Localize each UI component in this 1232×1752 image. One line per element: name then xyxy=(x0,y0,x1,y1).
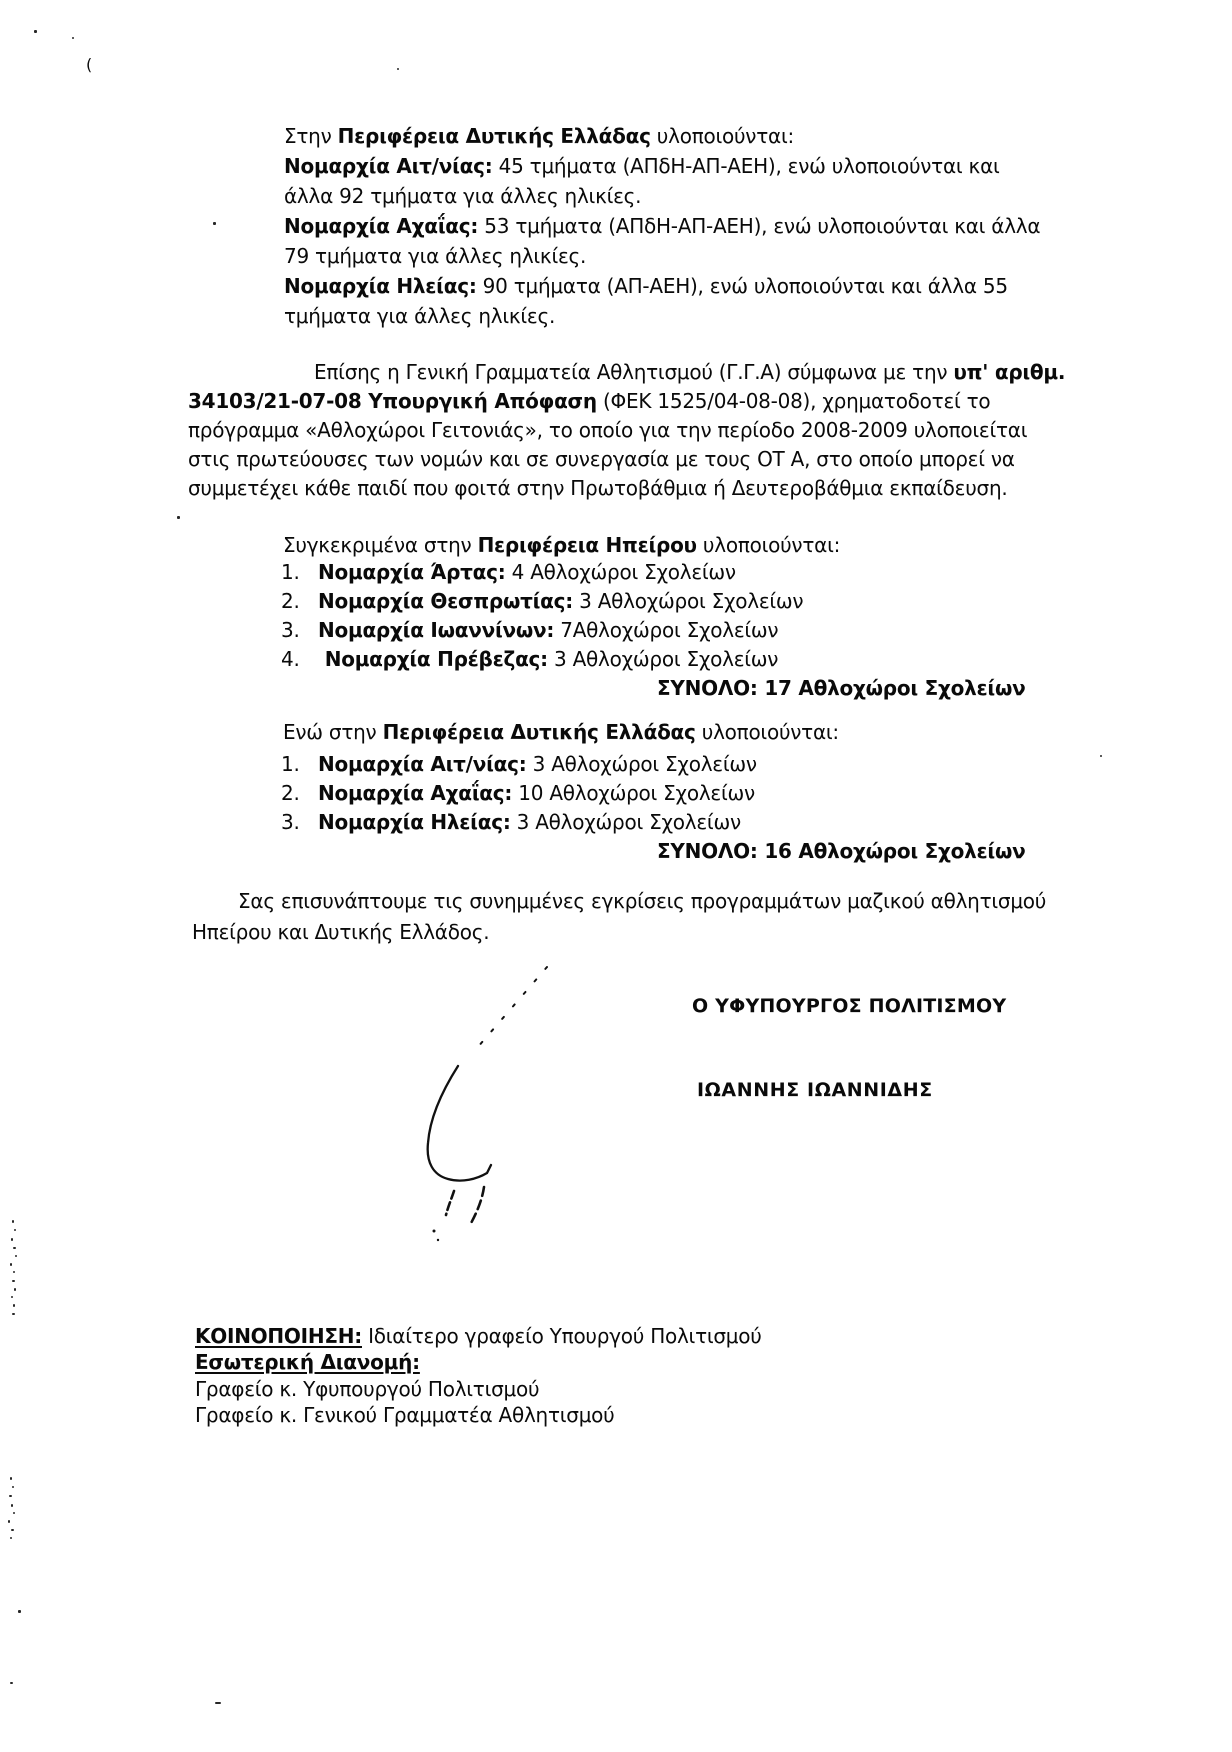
text-line: Γραφείο κ. Γενικού Γραμματέα Αθλητισμού xyxy=(195,1402,615,1427)
closing-paragraph xyxy=(192,886,1046,948)
text-line: Νομαρχία Ηλείας: 90 τμήματα (ΑΠ-ΑΕΗ), ενώ υλοποιούνται και άλλα 55 xyxy=(284,274,1008,298)
scan-artifact xyxy=(1100,755,1102,757)
text-line: Επίσης η Γενική Γραμματεία Αθλητισμού (Γ.Γ.Α) σύμφωνα με την υπ' αριθμ. xyxy=(314,360,1066,384)
text-line: Εσωτερική Διανομή: xyxy=(195,1350,420,1375)
signature-dot xyxy=(433,1230,436,1233)
scan-artifact xyxy=(213,222,216,225)
scan-artifact xyxy=(12,1313,15,1315)
scan-artifact xyxy=(13,1304,15,1307)
signature-stroke xyxy=(446,1191,454,1215)
text-line: 3. Νομαρχία Ηλείας: 3 Αθλοχώροι Σχολείων xyxy=(281,810,741,834)
scan-artifact xyxy=(14,1288,16,1291)
scan-artifact xyxy=(10,1537,12,1539)
scan-artifact xyxy=(11,1296,13,1298)
scan-artifact xyxy=(11,1238,13,1241)
signature-dot xyxy=(437,1239,439,1241)
text-line: άλλα 92 τμήματα για άλλες ηλικίες. xyxy=(284,184,642,208)
scan-artifact xyxy=(13,1271,15,1273)
scan-artifact xyxy=(10,1263,12,1266)
scan-artifact xyxy=(11,1504,13,1507)
scan-artifact xyxy=(8,1520,10,1523)
text-line: 34103/21-07-08 Υπουργική Απόφαση (ΦΕΚ 1525/04-08-08), χρηματοδοτεί το xyxy=(188,389,991,413)
text-line: στις πρωτεύουσες των νομών και σε συνεργασία με τους ΟΤ Α, στο οποίο μπορεί να xyxy=(188,447,1015,471)
signature-stroke xyxy=(470,1187,484,1225)
scan-artifact xyxy=(12,1220,14,1223)
text-line: 2. Νομαρχία Θεσπρωτίας: 3 Αθλοχώροι Σχολείων xyxy=(281,589,804,613)
west-greece-list xyxy=(281,750,1025,866)
scan-artifact xyxy=(14,1229,16,1231)
scan-artifact xyxy=(13,1247,16,1249)
scan-artifact xyxy=(72,37,74,39)
text-line: Συγκεκριμένα στην Περιφέρεια Ηπείρου υλοποιούνται: xyxy=(283,533,841,557)
scan-artifact xyxy=(9,1495,12,1497)
text-line: συμμετέχει κάθε παιδί που φοιτά στην Πρωτοβάθμια ή Δευτεροβάθμια εκπαίδευση. xyxy=(188,476,1008,500)
gga-paragraph xyxy=(188,358,1065,503)
scan-artifact xyxy=(215,1702,221,1704)
west-greece-heading xyxy=(283,718,839,747)
scan-artifact xyxy=(11,1529,14,1531)
minister-title: Ο ΥΦΥΠΟΥΡΓΟΣ ΠΟΛΙΤΙΣΜΟΥ xyxy=(692,995,1007,1017)
scan-artifact xyxy=(10,1477,12,1480)
text-line: ΣΥΝΟΛΟ: 17 Αθλοχώροι Σχολείων xyxy=(657,676,1026,700)
text-line: 2. Νομαρχία Αχαΐας: 10 Αθλοχώροι Σχολείων xyxy=(281,781,755,805)
scan-artifact xyxy=(15,1255,17,1257)
signature-stroke xyxy=(428,1066,491,1181)
text-line: Στην Περιφέρεια Δυτικής Ελλάδας υλοποιούνται: xyxy=(284,124,794,148)
text-line: Νομαρχία Αιτ/νίας: 45 τμήματα (ΑΠδΗ-ΑΠ-ΑΕΗ), ενώ υλοποιούνται και xyxy=(284,154,1000,178)
scan-artifact xyxy=(34,30,37,33)
text-line: Νομαρχία Αχαΐας: 53 τμήματα (ΑΠδΗ-ΑΠ-ΑΕΗ), ενώ υλοποιούνται και άλλα xyxy=(284,214,1041,238)
scan-artifact xyxy=(397,68,399,70)
scan-artifact xyxy=(10,1682,13,1684)
scan-artifact xyxy=(12,1486,14,1488)
text-line: τμήματα για άλλες ηλικίες. xyxy=(284,304,556,328)
text-line: 4. Νομαρχία Πρέβεζας: 3 Αθλοχώροι Σχολείων xyxy=(281,647,779,671)
text-line: Σας επισυνάπτουμε τις συνημμένες εγκρίσεις προγραμμάτων μαζικού αθλητισμού xyxy=(238,889,1047,913)
text-line: πρόγραμμα «Αθλοχώροι Γειτονιάς», το οποίο για την περίοδο 2008-2009 υλοποιείται xyxy=(188,418,1028,442)
text-line: ΚΟΙΝΟΠΟΙΗΣΗ: Ιδιαίτερο γραφείο Υπουργού Πολιτισμού xyxy=(195,1324,762,1348)
minister-name: ΙΩΑΝΝΗΣ ΙΩΑΝΝΙΔΗΣ xyxy=(697,1079,933,1101)
text-line: Γραφείο κ. Υφυπουργού Πολιτισμού xyxy=(195,1376,540,1401)
scan-artifact xyxy=(18,1610,21,1613)
text-line: Ενώ στην Περιφέρεια Δυτικής Ελλάδας υλοποιούνται: xyxy=(283,720,839,744)
text-line: 1. Νομαρχία Αιτ/νίας: 3 Αθλοχώροι Σχολείων xyxy=(281,752,757,776)
epirus-heading xyxy=(283,531,840,560)
signature-stroke xyxy=(477,967,547,1048)
scan-artifact xyxy=(177,516,180,519)
text-line: 1. Νομαρχία Άρτας: 4 Αθλοχώροι Σχολείων xyxy=(281,560,736,584)
text-line: 79 τμήματα για άλλες ηλικίες. xyxy=(284,244,587,268)
text-line: ΣΥΝΟΛΟ: 16 Αθλοχώροι Σχολείων xyxy=(657,839,1026,863)
scan-artifact xyxy=(13,1512,15,1514)
scan-artifact: ( xyxy=(86,55,92,74)
text-line: 3. Νομαρχία Ιωαννίνων: 7Αθλοχώροι Σχολείων xyxy=(281,618,779,642)
text-line: Ηπείρου και Δυτικής Ελλάδος. xyxy=(192,920,490,944)
intro-paragraph xyxy=(284,121,1040,331)
distribution-footer xyxy=(195,1323,762,1428)
scan-artifact xyxy=(12,1280,15,1282)
epirus-list xyxy=(281,558,1025,703)
